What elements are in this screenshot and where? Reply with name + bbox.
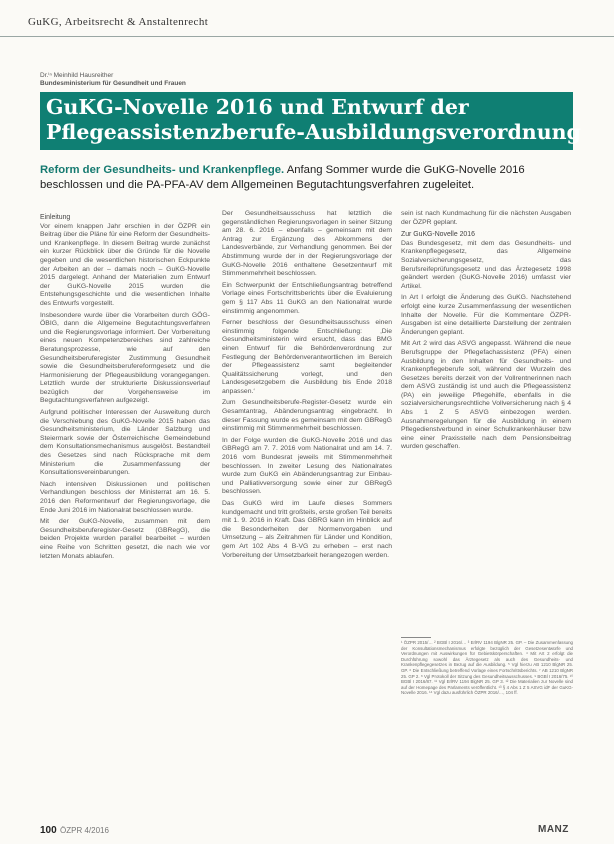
- text-column-2: [222, 210, 392, 820]
- page-number: 100: [40, 825, 57, 836]
- section-title: GuKG, Arbeitsrecht & Anstaltenrecht: [28, 16, 209, 28]
- body-paragraph: Vor einem knappen Jahr erschien in der ÖZPR ein Beitrag über die Pläne für eine Reform der Gesundheits- und Krankenpflege. In diesem Beitrag wurde zunächst ein kurzer Rückblick über die Gründe für die Novelle gegeben und die wesentlichen historischen Eckpunkte der Arbeiten an der – damals noch – GuKG-Novelle 2015 dargelegt. Anhand der Materialien zum Entwurf der GuKG-Novelle 2015 wurden die Entstehungsgeschichte und die wesentlichen Inhalte des Entwurfs vorgestellt.: [40, 222, 210, 307]
- lead-paragraph: [40, 163, 580, 193]
- body-paragraph: Das Bundesgesetz, mit dem das Gesundheits- und Krankenpflegegesetz, das Allgemeine Sozialversicherungsgesetz, das Berufsreifeprüfungsgesetz und das Ärztegesetz 1998 geändert werden (GuKG-Novelle 2016) umfasst vier Artikel.: [401, 239, 571, 290]
- author-affiliation: Bundesministerium für Gesundheit und Frauen: [40, 80, 186, 87]
- body-paragraph: In der Folge wurden die GuKG-Novelle 2016 und das GBRegG am 7. 7. 2016 vom Nationalrat und am 14. 7. 2016 vom Bundesrat jeweils mit Stimmenmehrheit beschlossen. In zweiter Lesung des Nationalrates wurde zum GuKG ein Abänderungsantrag zur Einbau- und Palliativversorgung sowie einer zur GBRegG beschlossen.: [222, 436, 392, 496]
- title-line-1: GuKG-Novelle 2016 und Entwurf der: [46, 95, 469, 119]
- body-paragraph: Ein Schwerpunkt der Entschließungsantrag betreffend Vorlage eines Fortschrittsberichts über die Evaluierung gem § 117 Abs 11 GuKG an den Nationalrat wurde einstimmig angenommen.: [222, 281, 392, 315]
- lead-text: Anfang Sommer wurde die GuKG-Novelle 2016 beschlossen und die PA-PFA-AV dem Allgemeinen Begutachtungsverfahren zugeleitet.: [40, 164, 525, 191]
- text-column-3: [401, 210, 571, 630]
- body-paragraph: Der Gesundheitsausschuss hat letztlich die gegenständlichen Regierungsvorlagen in seiner Sitzung am 28. 6. 2016 – ebenfalls – gemeinsam mit dem Antrag zur Ergänzung des Abkommens der Landesverbände, zur Verhandlung genommen. Bei der Abstimmung wurde der in der Regierungsvorlage der GuKG-Novelle 2016 enthaltene Gesetzentwurf mit Stimmenmehrheit beschlossen.: [222, 210, 392, 278]
- article-title-banner: [40, 92, 581, 150]
- text-column-1: [40, 210, 210, 820]
- title-line-2: Pflegeassistenzberufe-Ausbildungsverordnung: [46, 120, 581, 144]
- running-header: [0, 0, 614, 37]
- body-paragraph: Mit der GuKG-Novelle, zusammen mit dem Gesundheitsberuferegister-Gesetz (GBRegG), die beiden Projekte wurden parallel bearbeitet – wurden eine Reihe von Schritten gesetzt, die nach wie vor letzten Monats ablaufen.: [40, 518, 210, 560]
- footnote-text: ¹ ÖZPR 2015/… ² BGBl I 2016/… ³ ErlRV 1194 BlgNR 25. GP. – Die Zusammenfassung der Konsultationsmechanismus erfolgte bezüglich der Gesetzesentwürfe und Verordnungen mit Auswirkungen für Gebietskörperschaften. ⁴ Mit Art 2 erfolgt die Durchführung sowohl das Ärztegesetz als auch des Gesundheits- und Krankenpflegegesetzes in Bezug auf die Ausbildung. ⁵ Vgl hierzu AB 1210 BlgNR 25. GP. ⁶ Die Entschließung betreffend Vorlage eines Fortschrittsberichts. ⁷ AB 1210 BlgNR 25. GP 2. ⁸ Vgl Protokoll der Sitzung des Gesundheitsausschusses. ⁹ BGBl I 2016/75. ¹⁰ BGBl I 2016/87. ¹¹ Vgl ErlRV 1194 BlgNR 25. GP 3. ¹² Die Materialien zur Novelle sind auf der Homepage des Parlaments veröffentlicht. ¹³ § 4 Abs 1 Z 5 ASVG idF der GuKG-Novelle 2016. ¹⁴ Vgl dazu ausführlich ÖZPR 2016/…, 104 ff.: [401, 640, 573, 696]
- author-block: [40, 72, 186, 88]
- body-paragraph: Mit Art 2 wird das ASVG angepasst. Während die neue Berufsgruppe der Pflegefachassistenz (PFA) einen Ausbildung in den Inhalten für Gesundheits- und Krankenpflegeberufe soll, während der Wurzeln des Gesetzes bereits derzeit von der Vollrentnerinnen nach dem ASVG zuständig ist und auch die Pflegeassistenz (PA) ein jeweilige Pflegehilfe, ebenfalls in die sozialversicherungsrechtliche Vollversicherung nach § 4 Abs 1 Z 5 ASVG einbezogen werden. Ausnahmeregelungen für die Ausbildung in einem Pflegedienstverbund in einer Schulkrankenhäuser bzw eine einer Praxisstelle nach dem Pensionsbeitrag wurden geschaffen.: [401, 340, 571, 451]
- body-paragraph: Insbesondere wurde über die Vorarbeiten durch GÖG-ÖBIG, dann die Allgemeine Begutachtungsverfahren und die Regierungsvorlage informiert. Der Vorbereitung eines neuen Kompetenzbereiches sind zahlreiche Beratungsprozesse, wie auf den Gesundheitsberuferegister Zustimmung Gesundheit sowie die Gesundheitsberufereformgesetz und die Harmonisierung der Pflegeausbildung vorangegangen. Letztlich wurde der strukturierte Diskussionsverlauf bezüglich der Vorgehensweise im Begutachtungsverfahren aufgezeigt.: [40, 311, 210, 405]
- section-heading: Zur GuKG-Novelle 2016: [401, 231, 475, 239]
- page-footer: [0, 822, 614, 844]
- body-paragraph: Zum Gesundheitsberufe-Register-Gesetz wurde ein Gesamtantrag, Abänderungsantrag eingebracht. In dieser Fassung wurde es gemeinsam mit dem GBRegG einstimmig mit Stimmenmehrheit beschlossen.: [222, 399, 392, 433]
- journal-issue: ÖZPR 4/2016: [60, 826, 109, 835]
- footnotes: [401, 640, 573, 820]
- author-name: Dr.ⁱⁿ Meinhild Hausreither: [40, 72, 114, 79]
- body-paragraph: Das GuKG wird im Laufe dieses Sommers kundgemacht und tritt großteils, erste großen Teil bereits mit 1. 9. 2016 in Kraft. Das GBRG kann im Hinblick auf die Besonderheiten der Normenvorgaben und Umsetzung – als Zeitrahmen für Länder und Kondition, gem Art 102 Abs 4 B-VG zu erheben – erst nach Vorbereitung der Umsetzbarkeit herangezogen werden.: [222, 500, 392, 559]
- section-heading: Einleitung: [40, 214, 71, 221]
- body-paragraph: Aufgrund politischer Interessen der Ausweitung durch die Verschiebung des GuKG-Novelle 2015 haben das Gesundheitsministerium, die Länder Salzburg und Steiermark sowie der Österreichische Gemeindebund dem Konsultationsmechanismus ausgelöst. Bestandteil des Gesetzes sind nach Rücksprache mit dem Ministerium die Zusammenfassung der Konsultationsvereinbarungen.: [40, 409, 210, 477]
- body-paragraph: Ferner beschloss der Gesundheitsausschuss einen einstimmig folgende Entschließung: ‚Die Gesundheitsministerin wird ersucht, dass das BMG einen Entwurf für die Behördenverordnung zur Festlegung der Behördenverantwortlichen im Bereich der Pflegeassistenz samt begleitender Qualitätssicherung vorlegt, und den Landesgesetzgebern die Ausbildung bis Ende 2018 anpassen.‘: [222, 319, 392, 395]
- body-paragraph: Nach intensiven Diskussionen und politischen Verhandlungen beschloss der Ministerrat am 16. 5. 2016 den Reformentwurf der Regierungsvorlage, die Ende Juni 2016 im Nationalrat beschlossen wurde.: [40, 480, 210, 514]
- body-paragraph: sein ist nach Kundmachung für die nächsten Ausgaben der ÖZPR geplant.: [401, 210, 571, 226]
- body-paragraph: In Art I erfolgt die Änderung des GuKG. Nachstehend erfolgt eine kurze Zusammenfassung der wesentlichen Inhalte der Novelle. Für die Kommentare ÖZPR-Ausgaben ist eine detaillierte Darstellung der zentralen Änderungen geplant.: [401, 294, 571, 336]
- publisher-logo: MANZ: [538, 824, 569, 835]
- footnote-divider: [401, 637, 431, 638]
- article-title: [46, 95, 581, 145]
- lead-highlight: Reform der Gesundheits- und Krankenpflege.: [40, 164, 285, 176]
